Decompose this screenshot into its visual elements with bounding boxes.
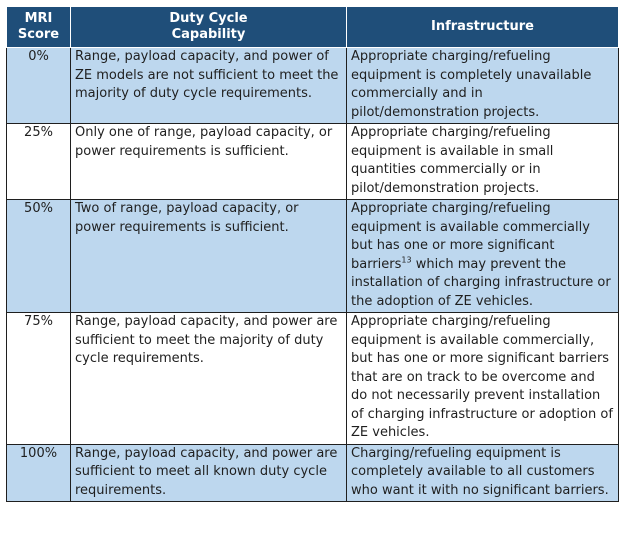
table-row: [7, 200, 619, 313]
footnote-marker: 13: [401, 255, 412, 265]
header-infrastructure: Infrastructure: [347, 7, 619, 48]
infrastructure-text: Appropriate charging/refueling equipment is available commercially but has one or more significant barriers: [351, 201, 590, 272]
duty-cycle-cell: Only one of range, payload capacity, or power requirements is sufficient.: [71, 124, 347, 200]
duty-cycle-cell: Range, payload capacity, and power of ZE models are not sufficient to meet the majority of duty cycle requirements.: [71, 48, 347, 124]
table-row: [7, 444, 619, 502]
infrastructure-cell: Appropriate charging/refueling equipment is available in small quantities commercially or in pilot/demonstration projects.: [347, 124, 619, 200]
score-cell: 25%: [7, 124, 71, 200]
table-row: [7, 48, 619, 124]
infrastructure-cell: Charging/refueling equipment is completely available to all customers who want it with no significant barriers.: [347, 444, 619, 502]
duty-cycle-cell: Range, payload capacity, and power are sufficient to meet the majority of duty cycle requirements.: [71, 313, 347, 445]
header-mri-score: [7, 7, 71, 48]
table-header-row: [7, 7, 619, 48]
score-cell: 0%: [7, 48, 71, 124]
score-cell: 100%: [7, 444, 71, 502]
infrastructure-cell: Appropriate charging/refueling equipment is available commercially, but has one or more significant barriers that are on track to be overcome and do not necessarily prevent installation of charging infrastructure or adoption of ZE vehicles.: [347, 313, 619, 445]
table-row: [7, 313, 619, 445]
header-duty-cycle: [71, 7, 347, 48]
infrastructure-text-continued: which may prevent the installation of charging infrastructure or the adoption of ZE vehicles.: [351, 256, 611, 309]
header-mri-score-line2: Score: [17, 27, 60, 42]
table-row: [7, 124, 619, 200]
score-cell: 75%: [7, 313, 71, 445]
score-cell: 50%: [7, 200, 71, 313]
duty-cycle-cell: Range, payload capacity, and power are sufficient to meet all known duty cycle requirements.: [71, 444, 347, 502]
mri-score-table: [6, 6, 619, 502]
header-duty-cycle-line1: Duty Cycle: [169, 11, 248, 26]
infrastructure-cell: [347, 200, 619, 313]
header-mri-score-line1: MRI: [24, 11, 53, 26]
infrastructure-cell: Appropriate charging/refueling equipment is completely unavailable commercially and in pilot/demonstration projects.: [347, 48, 619, 124]
header-duty-cycle-line2: Capability: [171, 27, 246, 42]
duty-cycle-cell: Two of range, payload capacity, or power requirements is sufficient.: [71, 200, 347, 313]
